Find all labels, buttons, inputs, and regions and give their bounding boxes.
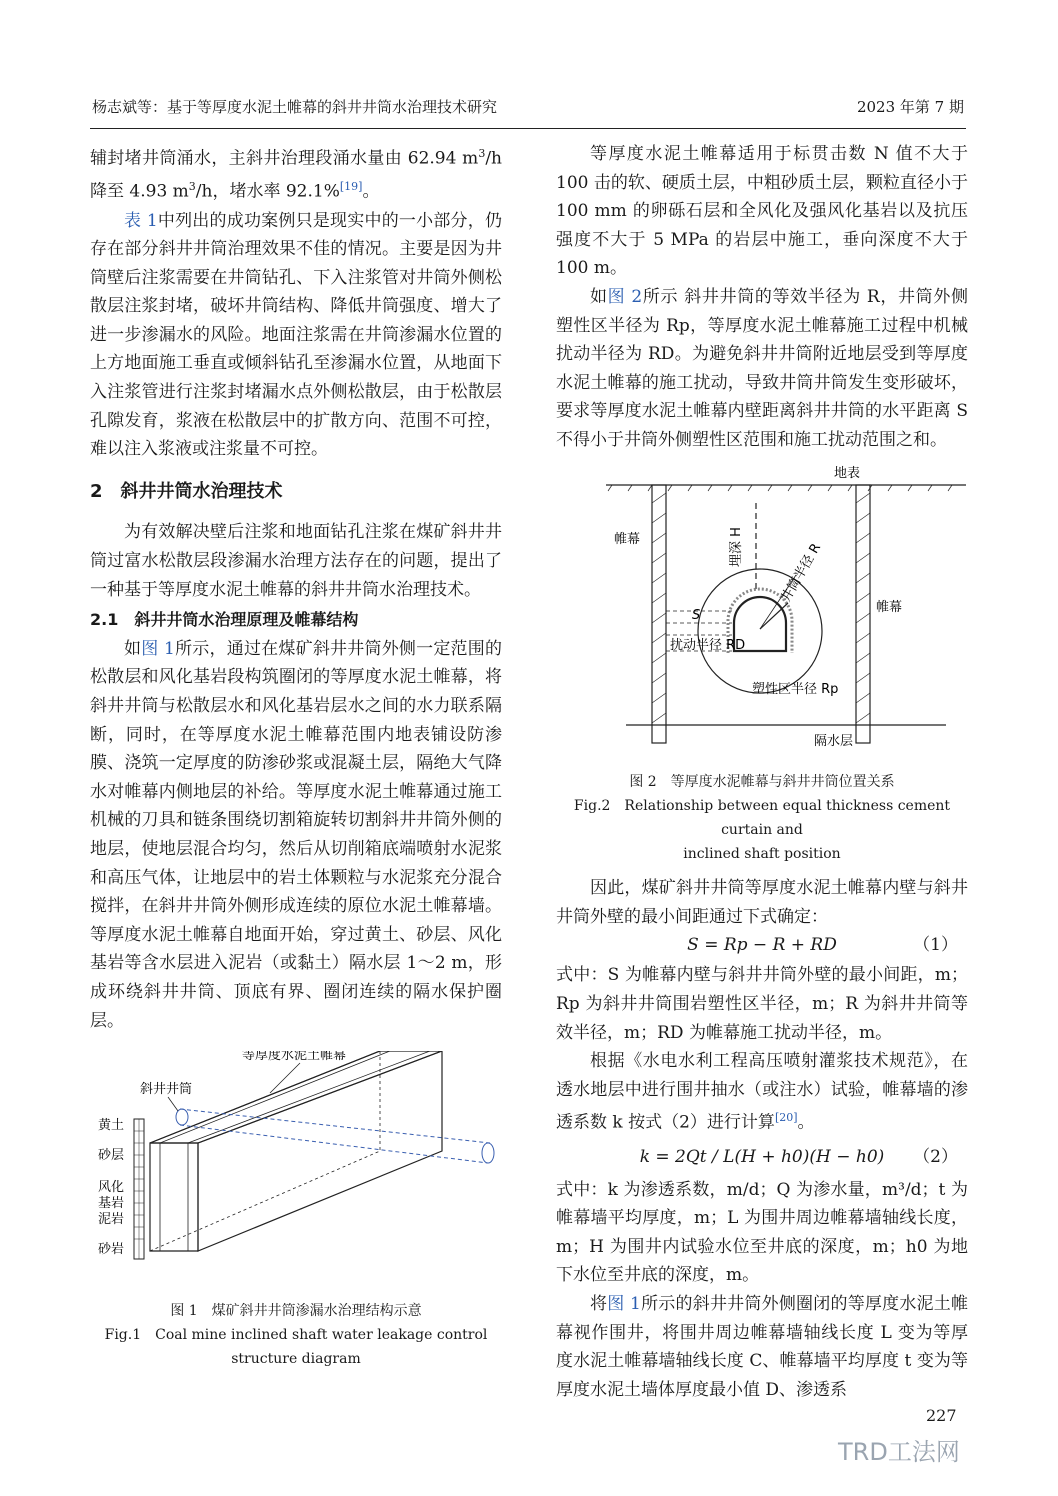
header-title: 杨志斌等：基于等厚度水泥土帷幕的斜井井筒水治理技术研究 <box>92 98 498 116</box>
label-surface: 地表 <box>834 465 861 481</box>
figure-link[interactable]: 图 2 <box>607 286 643 307</box>
strata-column <box>134 1119 144 1259</box>
box-front-face <box>150 1143 198 1251</box>
stratum-bedrock: 基岩 <box>98 1196 125 1212</box>
figure-link[interactable]: 图 1 <box>607 1293 641 1314</box>
watermark: TRD工法网 <box>838 1438 960 1466</box>
paragraph: 为有效解决壁后注浆和地面钻孔注浆在煤矿斜井井筒过富水松散层段渗漏水治理方法存在的问题，提出了一种基于等厚度水泥土帷幕的斜井井筒水治理技术。 <box>90 522 502 600</box>
curtain-wall-right <box>856 485 870 743</box>
label-depth: 埋深 H <box>729 526 744 567</box>
left-column <box>90 140 502 1371</box>
table-link[interactable]: 表 1 <box>124 210 158 231</box>
equation-2-number: （2） <box>913 1146 958 1167</box>
equation-2 <box>556 1138 968 1176</box>
figure-1 <box>90 1051 502 1371</box>
label-curtain-left: 帷幕 <box>614 531 641 547</box>
citation-link[interactable]: [19] <box>339 180 363 194</box>
figure-1-caption-en: Fig.1 Coal mine inclined shaft water leakage control structure diagram <box>104 1326 488 1367</box>
running-header <box>90 94 966 129</box>
stratum-mudstone: 泥岩 <box>98 1212 125 1228</box>
page-number: 227 <box>926 1406 957 1425</box>
label-curtain: 等厚度水泥土帷幕 <box>242 1051 347 1064</box>
figure-2-diagram <box>556 463 968 759</box>
label-disturb: 扰动半径 RD <box>670 637 746 653</box>
figure-1-caption-cn: 图 1 煤矿斜井井筒渗漏水治理结构示意 <box>170 1302 422 1319</box>
radius-line <box>760 603 788 629</box>
paragraph: 辅封堵井筒涌水，主斜井治理段涌水量由 62.94 $m^3/h$ 降至 4.93 $m^3/h$，堵水率 92.1%[19]。 <box>90 147 502 202</box>
equation-1 <box>556 931 968 961</box>
stratum-sand: 砂层 <box>98 1148 125 1164</box>
paragraph: 根据《水电水利工程高压喷射灌浆技术规范》，在透水地层中进行围井抽水（或注水）试验，帷幕墙的渗透系数 k 按式（2）进行计算[20]。 <box>556 1051 968 1133</box>
figure-2 <box>556 463 968 867</box>
figure-2-caption-en: Fig.2 Relationship between equal thickness cement curtain and inclined shaft position <box>573 798 951 863</box>
equation-1-body: S = Rp − R + RD <box>687 935 837 956</box>
header-issue: 2023 年第 7 期 <box>856 98 964 116</box>
plastic-zone-circle <box>698 569 822 693</box>
label-s: S <box>692 607 701 623</box>
paragraph: 因此，煤矿斜井井筒等厚度水泥土帷幕内壁与斜井井筒外壁的最小间距通过下式确定： <box>556 878 968 927</box>
right-column <box>556 140 968 1404</box>
stratum-loess: 黄土 <box>98 1118 125 1134</box>
paragraph: 将图 1所示的斜井井筒外侧圈闭的等厚度水泥土帷幕视作围井，将围井周边帷幕墙轴线长度 L 变为等厚度水泥土帷幕墙轴线长度 C、帷幕墙平均厚度 t 变为等厚度水泥土墙体厚度最小值 D、渗透系 <box>556 1293 968 1400</box>
paragraph: 如图 1所示，通过在煤矿斜井井筒外侧一定范围的松散层和风化基岩段构筑圈闭的等厚度水泥土帷幕，将斜井井筒与松散层水和风化基岩层水之间的水力联系隔断，同时，在等厚度水泥土帷幕范围内地表铺设防渗膜、浇筑一定厚度的防渗砂浆或混凝土层，隔绝大气降水对帷幕内侧地层的补给。等厚度水泥土帷幕通过施工机械的刀具和链条围绕切割箱旋转切割斜井井筒外侧的地层，使地层混合均匀，然后从切削箱底端喷射水泥浆和高压气体，让地层中的岩土体颗粒与水泥浆充分混合搅拌，在斜井井筒外侧形成连续的原位水泥土帷幕墙。等厚度水泥土帷幕自地面开始，穿过黄土、砂层、风化基岩等含水层进入泥岩（或黏土）隔水层 1～2 m，形成环绕斜井井筒、顶底有界、圈闭连续的隔水保护圈层。 <box>90 638 502 1031</box>
label-radius: 井筒半径 R <box>778 540 825 605</box>
paragraph: 表 1中列出的成功案例只是现实中的一小部分，仍存在部分斜井井筒治理效果不佳的情况。主要是因为井筒壁后注浆需要在井筒钻孔、下入注浆管对井筒外侧松散层注浆封堵，破坏井筒结构、降低井筒强度、增大了进一步渗漏水的风险。地面注浆需在井筒渗漏水位置的上方地面施工垂直或倾斜钻孔至渗漏水位置，从地面下入注浆管进行注浆封堵漏水点外侧松散层，由于松散层孔隙发育，浆液在松散层中的扩散方向、范围不可控，难以注入浆液或注浆量不可控。 <box>90 210 502 460</box>
citation-link[interactable]: [20] <box>774 1111 798 1125</box>
paragraph: 如图 2所示 斜井井筒的等效半径为 R，井筒外侧塑性区半径为 Rp，等厚度水泥土帷幕施工过程中机械扰动半径为 RD。为避免斜井井筒附近地层受到等厚度水泥土帷幕的施工扰动，导致井筒井筒发生变形破坏，要求等厚度水泥土帷幕内壁距离斜井井筒的水平距离 S 不得小于井筒外侧塑性区范围和施工扰动范围之和。 <box>556 286 969 450</box>
stratum-weathered: 风化 <box>98 1180 125 1196</box>
section-heading: 2 斜井井筒水治理技术 <box>90 480 283 502</box>
equation-1-number: （1） <box>913 935 958 956</box>
figure-link[interactable]: 图 1 <box>141 638 175 659</box>
figure-1-diagram <box>90 1051 502 1273</box>
label-shaft: 斜井井筒 <box>140 1082 193 1098</box>
curtain-wall-left <box>652 485 666 743</box>
label-plastic: 塑性区半径 Rp <box>752 681 839 697</box>
figure-2-caption-cn: 图 2 等厚度水泥帷幕与斜井井筒位置关系 <box>629 774 895 791</box>
box-side-face <box>198 1051 442 1251</box>
paragraph: 式中：S 为帷幕内壁与斜井井筒外壁的最小间距，m；Rp 为斜井井筒围岩塑性区半径，m；R 为斜井井筒等效半径，m；RD 为帷幕施工扰动半径，m。 <box>556 965 968 1043</box>
equation-2-body: k = 2Qt / L(H + h0)(H − h0) <box>639 1146 885 1167</box>
paragraph: 式中：k 为渗透系数，m/d；Q 为渗水量，m³/d；t 为帷幕墙平均厚度，m；L 为围井周边帷幕墙轴线长度，m；H 为围井内试验水位至井底的深度，m；h0 为地下水位至井底的深度，m。 <box>556 1179 968 1286</box>
label-aquiclude: 隔水层 <box>814 733 854 749</box>
paragraph: 等厚度水泥土帷幕适用于标贯击数 N 值不大于 100 击的软、硬质土层，中粗砂质土层，颗粒直径小于 100 mm 的卵砾石层和全风化及强风化基岩以及抗压强度不大于 5 MPa 的岩层中施工，垂向深度不大于 100 m。 <box>556 144 968 279</box>
stratum-sandstone: 砂岩 <box>98 1242 125 1258</box>
subsection-heading: 2.1 斜井井筒水治理原理及帷幕结构 <box>90 610 359 630</box>
label-curtain-right: 帷幕 <box>876 599 903 615</box>
